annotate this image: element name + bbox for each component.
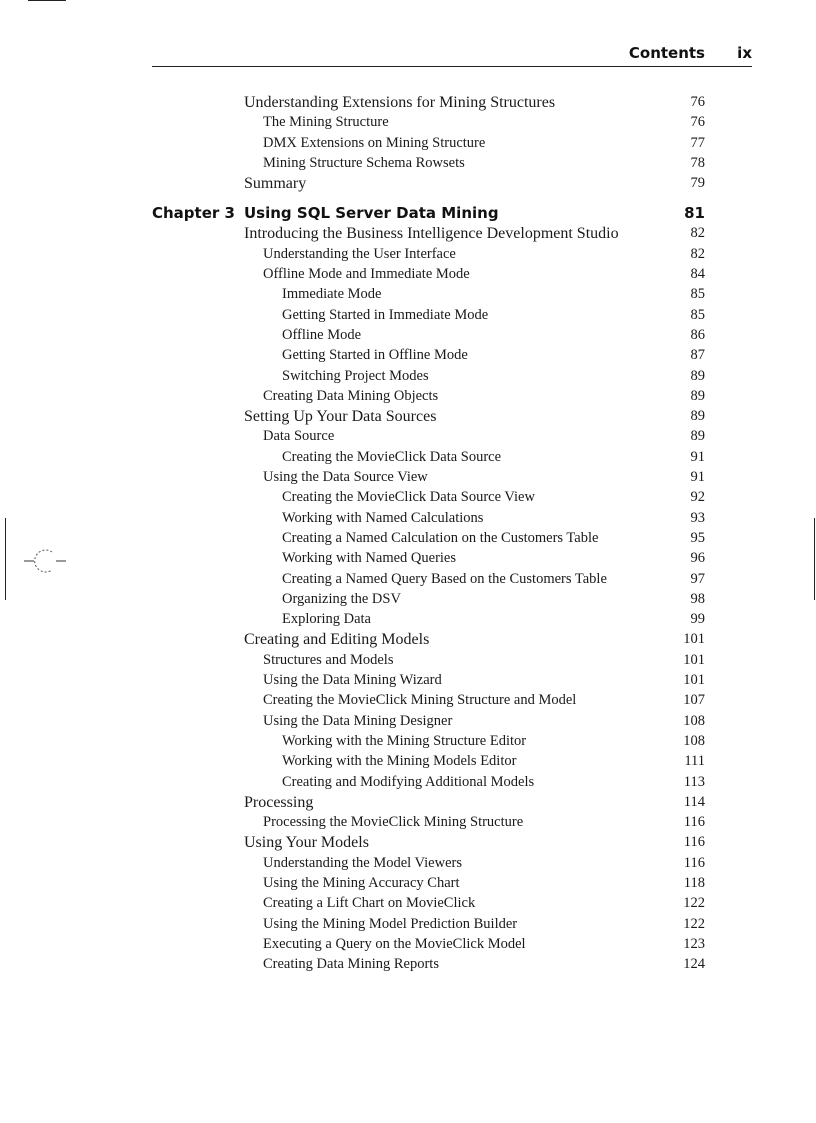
toc-entry-page: 78 bbox=[690, 154, 705, 171]
chapter-label: Chapter 3 bbox=[152, 204, 235, 223]
toc-entry-title: Creating and Modifying Additional Models bbox=[282, 773, 535, 790]
toc-entry-page: 116 bbox=[683, 834, 705, 851]
toc-entry-level-1 bbox=[0, 225, 816, 245]
toc-entry-page: 95 bbox=[690, 529, 705, 546]
toc-entry-level-3 bbox=[0, 286, 816, 306]
toc-entry-title: Creating the MovieClick Mining Structure and Model bbox=[263, 692, 577, 709]
toc-entry-page: 123 bbox=[683, 935, 705, 952]
toc-entry-title: Processing bbox=[244, 793, 314, 811]
toc-entry-page: 101 bbox=[683, 631, 705, 648]
crop-mark-top bbox=[28, 0, 66, 1]
toc-entry-level-2 bbox=[0, 672, 816, 692]
toc-entry-page: 98 bbox=[690, 590, 705, 607]
toc-entry-level-1 bbox=[0, 175, 816, 195]
toc-entry-page: 107 bbox=[683, 692, 705, 709]
toc-entry-level-3 bbox=[0, 368, 816, 388]
toc-entry-title: Summary bbox=[244, 175, 307, 193]
toc-entry-level-1 bbox=[0, 794, 816, 814]
toc-entry-level-3 bbox=[0, 449, 816, 469]
toc-entry-page: 101 bbox=[683, 672, 705, 689]
toc-entry-title: Working with the Mining Structure Editor bbox=[282, 732, 527, 749]
toc-entry-title: Offline Mode and Immediate Mode bbox=[263, 266, 470, 283]
toc-entry-level-3 bbox=[0, 591, 816, 611]
toc-entry-page: 79 bbox=[690, 175, 705, 192]
toc-entry-page: 116 bbox=[683, 814, 705, 831]
toc-entry-page: 77 bbox=[690, 134, 705, 151]
running-head bbox=[152, 42, 752, 67]
toc-entry-page: 89 bbox=[690, 408, 705, 425]
toc-entry-page: 114 bbox=[683, 793, 705, 810]
toc-entry-level-3 bbox=[0, 733, 816, 753]
toc-entry-title: Using the Data Source View bbox=[263, 469, 428, 486]
toc-entry-level-2 bbox=[0, 855, 816, 875]
toc-entry-page: 108 bbox=[683, 732, 705, 749]
toc-entry-title: Understanding the User Interface bbox=[263, 245, 456, 262]
toc-entry-level-2 bbox=[0, 135, 816, 155]
toc-entry-page: 89 bbox=[690, 367, 705, 384]
toc-entry-level-2 bbox=[0, 246, 816, 266]
toc-entry-level-1 bbox=[0, 408, 816, 428]
toc-entry-title: Using the Data Mining Wizard bbox=[263, 672, 442, 689]
toc-entry-page: 122 bbox=[683, 915, 705, 932]
toc-entry-level-2 bbox=[0, 469, 816, 489]
toc-entry-level-2 bbox=[0, 895, 816, 915]
toc-entry-page: 92 bbox=[690, 489, 705, 506]
toc-entry-level-2 bbox=[0, 814, 816, 834]
toc-entry-page: 81 bbox=[684, 204, 705, 223]
toc-entry-title: Creating the MovieClick Data Source View bbox=[282, 489, 535, 506]
toc-entry-page: 85 bbox=[690, 286, 705, 303]
toc-entry-level-3 bbox=[0, 510, 816, 530]
header-title: Contents bbox=[628, 44, 705, 62]
toc-entry-title: Working with Named Calculations bbox=[282, 509, 484, 526]
toc-entry-level-2 bbox=[0, 956, 816, 976]
toc-entry-level-2 bbox=[0, 936, 816, 956]
toc-entry-page: 87 bbox=[690, 347, 705, 364]
toc-entry-title: Working with the Mining Models Editor bbox=[282, 753, 517, 770]
toc-entry-level-3 bbox=[0, 327, 816, 347]
toc-entry-level-3 bbox=[0, 571, 816, 591]
toc-entry-title: Introducing the Business Intelligence Development Studio bbox=[244, 225, 619, 243]
toc-entry-page: 91 bbox=[690, 448, 705, 465]
toc-entry-level-2 bbox=[0, 692, 816, 712]
toc-entry-page: 89 bbox=[690, 387, 705, 404]
toc-entry-title: Organizing the DSV bbox=[282, 590, 401, 607]
toc-entry-title: The Mining Structure bbox=[263, 114, 389, 131]
toc-entry-page: 111 bbox=[684, 753, 705, 770]
toc-entry-title: Using the Mining Accuracy Chart bbox=[263, 874, 460, 891]
toc-entry-page: 89 bbox=[690, 428, 705, 445]
toc-entry-page: 82 bbox=[690, 245, 705, 262]
toc-entry-level-2 bbox=[0, 155, 816, 175]
toc-entry-title: Creating a Named Calculation on the Customers Table bbox=[282, 529, 599, 546]
toc-entry-level-1 bbox=[0, 94, 816, 114]
toc-entry-title: Setting Up Your Data Sources bbox=[244, 408, 437, 426]
toc-entry-title: Exploring Data bbox=[282, 611, 371, 628]
toc-entry-title: Data Source bbox=[263, 428, 335, 445]
toc-entry-page: 96 bbox=[690, 550, 705, 567]
toc-entry-title: Using SQL Server Data Mining bbox=[244, 204, 499, 223]
toc-entry-title: Using the Data Mining Designer bbox=[263, 712, 453, 729]
toc-entry-page: 86 bbox=[690, 326, 705, 343]
toc-entry-title: Offline Mode bbox=[282, 326, 362, 343]
toc-entry-title: Mining Structure Schema Rowsets bbox=[263, 154, 465, 171]
toc-chapter-entry bbox=[0, 203, 816, 225]
toc-entry-title: Using the Mining Model Prediction Builder bbox=[263, 915, 518, 932]
toc-entry-level-3 bbox=[0, 530, 816, 550]
toc-entry-title: Creating a Named Query Based on the Customers Table bbox=[282, 570, 607, 587]
toc-entry-page: 76 bbox=[690, 94, 705, 110]
toc-entry-title: Getting Started in Offline Mode bbox=[282, 347, 468, 364]
toc-entry-page: 99 bbox=[690, 611, 705, 628]
header-page-number: ix bbox=[737, 44, 752, 62]
toc-entry-title: Structures and Models bbox=[263, 651, 394, 668]
toc-entry-page: 84 bbox=[690, 266, 705, 283]
toc-entry-level-3 bbox=[0, 753, 816, 773]
toc-entry-level-3 bbox=[0, 611, 816, 631]
toc-entry-page: 108 bbox=[683, 712, 705, 729]
toc-entry-level-3 bbox=[0, 347, 816, 367]
toc-entry-title: Immediate Mode bbox=[282, 286, 382, 303]
toc-entry-page: 124 bbox=[683, 956, 705, 973]
toc-entry-level-3 bbox=[0, 489, 816, 509]
toc-entry-level-3 bbox=[0, 774, 816, 794]
toc-entry-title: Creating a Lift Chart on MovieClick bbox=[263, 895, 476, 912]
toc-entry-title: Understanding Extensions for Mining Structures bbox=[244, 94, 556, 111]
toc-entry-title: Creating Data Mining Reports bbox=[263, 956, 439, 973]
toc-entry-title: Understanding the Model Viewers bbox=[263, 854, 462, 871]
table-of-contents bbox=[0, 94, 816, 976]
toc-entry-title: Processing the MovieClick Mining Structure bbox=[263, 814, 524, 831]
toc-entry-title: Creating Data Mining Objects bbox=[263, 387, 439, 404]
toc-entry-title: Executing a Query on the MovieClick Model bbox=[263, 935, 526, 952]
toc-entry-title: Working with Named Queries bbox=[282, 550, 456, 567]
toc-entry-level-1 bbox=[0, 834, 816, 854]
toc-entry-page: 97 bbox=[690, 570, 705, 587]
toc-entry-level-2 bbox=[0, 875, 816, 895]
toc-entry-page: 116 bbox=[683, 854, 705, 871]
toc-entry-level-2 bbox=[0, 916, 816, 936]
toc-entry-title: DMX Extensions on Mining Structure bbox=[263, 134, 486, 151]
toc-entry-level-1 bbox=[0, 631, 816, 651]
toc-entry-page: 118 bbox=[683, 874, 705, 891]
toc-entry-level-2 bbox=[0, 388, 816, 408]
toc-entry-title: Creating and Editing Models bbox=[244, 631, 430, 649]
toc-entry-page: 91 bbox=[690, 469, 705, 486]
toc-entry-page: 113 bbox=[683, 773, 705, 790]
toc-entry-level-2 bbox=[0, 652, 816, 672]
toc-entry-page: 122 bbox=[683, 895, 705, 912]
toc-entry-level-2 bbox=[0, 114, 816, 134]
toc-entry-page: 93 bbox=[690, 509, 705, 526]
toc-entry-level-3 bbox=[0, 550, 816, 570]
toc-entry-page: 85 bbox=[690, 306, 705, 323]
toc-entry-title: Getting Started in Immediate Mode bbox=[282, 306, 489, 323]
toc-entry-page: 101 bbox=[683, 651, 705, 668]
toc-entry-page: 82 bbox=[690, 225, 705, 242]
toc-entry-page: 76 bbox=[690, 114, 705, 131]
toc-entry-level-3 bbox=[0, 307, 816, 327]
toc-entry-level-2 bbox=[0, 428, 816, 448]
toc-entry-title: Using Your Models bbox=[244, 834, 369, 852]
toc-entry-title: Switching Project Modes bbox=[282, 367, 429, 384]
toc-entry-title: Creating the MovieClick Data Source bbox=[282, 448, 502, 465]
toc-entry-level-2 bbox=[0, 266, 816, 286]
toc-entry-level-2 bbox=[0, 713, 816, 733]
